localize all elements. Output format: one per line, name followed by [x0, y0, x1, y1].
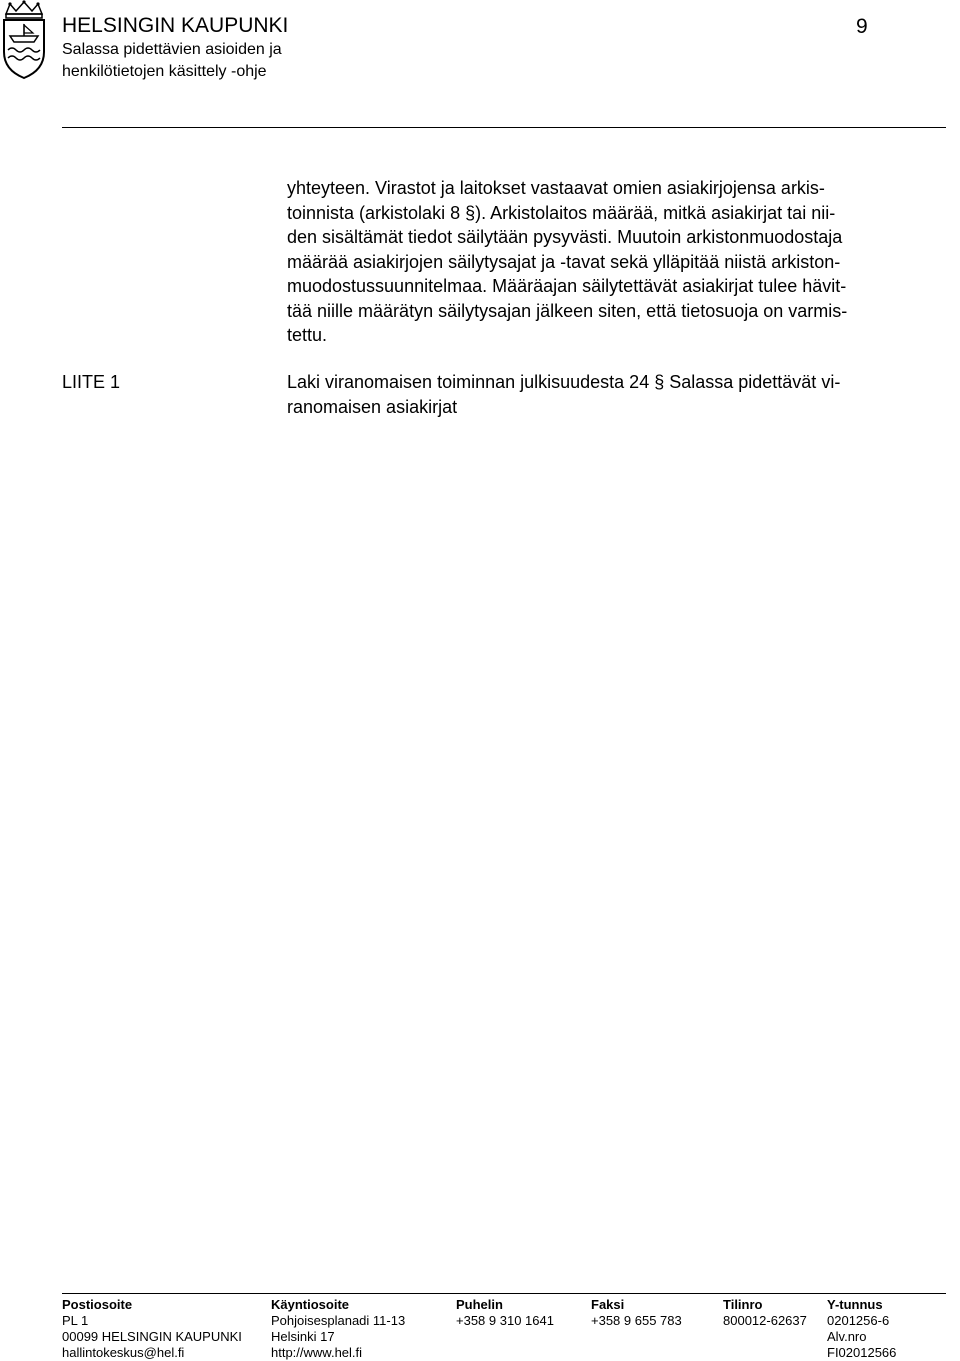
- footer-website-link[interactable]: http://www.hel.fi: [271, 1345, 363, 1360]
- appendix-title-line: ranomaisen asiakirjat: [287, 396, 458, 417]
- footer-heading: Postiosoite: [62, 1297, 133, 1312]
- body-line: yhteyteen. Virastot ja laitokset vastaavat omien asiakirjojensa arkis-: [287, 178, 825, 198]
- appendix-title-line: Laki viranomaisen toiminnan julkisuudesta 24 § Salassa pidettävät vi-: [287, 372, 841, 392]
- header-divider: [62, 127, 946, 128]
- footer-value: Alv.nro: [827, 1329, 867, 1344]
- footer-col-phone: [456, 1297, 554, 1329]
- footer-heading: Faksi: [591, 1297, 625, 1312]
- footer-col-account: [723, 1297, 807, 1329]
- footer-heading: Y-tunnus: [827, 1297, 883, 1312]
- footer-value: 800012-62637: [723, 1313, 807, 1328]
- body-line: den sisältämät tiedot säilytään pysyvästi. Muutoin arkistonmuodostaja: [287, 227, 843, 247]
- helsinki-crest-icon: [0, 0, 48, 80]
- footer-heading: Käyntiosoite: [271, 1297, 350, 1312]
- footer-value: Pohjoisesplanadi 11-13: [271, 1313, 406, 1328]
- org-name: HELSINGIN KAUPUNKI: [62, 14, 289, 37]
- footer-value: PL 1: [62, 1313, 89, 1328]
- doc-title-line-1: Salassa pidettävien asioiden ja: [62, 41, 282, 58]
- footer-value: +358 9 655 783: [591, 1313, 682, 1328]
- footer-value: +358 9 310 1641: [456, 1313, 554, 1328]
- footer-col-fax: [591, 1297, 682, 1329]
- body-paragraph: [287, 176, 947, 348]
- footer-divider: [62, 1293, 946, 1294]
- body-line: muodostussuunnitelmaa. Määräajan säilytettävät asiakirjat tulee hävit-: [287, 276, 847, 296]
- body-line: tää niille määrätyn säilytysajan jälkeen siten, että tietosuoja on varmis-: [287, 300, 848, 321]
- footer-value: 0201256-6: [827, 1313, 890, 1328]
- doc-title-line-2: henkilötietojen käsittely -ohje: [62, 63, 267, 80]
- appendix-title: [287, 370, 947, 419]
- footer-heading: Puhelin: [456, 1297, 503, 1312]
- footer-email[interactable]: hallintokeskus@hel.fi: [62, 1345, 185, 1360]
- body-line: määrää asiakirjojen säilytysajat ja -tavat sekä ylläpitää niistä arkiston-: [287, 251, 841, 272]
- page-number: 9: [856, 15, 868, 38]
- footer-heading: Tilinro: [723, 1297, 763, 1312]
- body-line: toinnista (arkistolaki 8 §). Arkistolaitos määrää, mitkä asiakirjat tai nii-: [287, 202, 836, 223]
- footer-value: Helsinki 17: [271, 1329, 335, 1344]
- doc-title: [62, 39, 282, 83]
- footer-value: 00099 HELSINGIN KAUPUNKI: [62, 1329, 242, 1344]
- footer-col-business-id: [827, 1297, 896, 1361]
- footer-col-visiting: [271, 1297, 405, 1361]
- appendix-label: LIITE 1: [62, 372, 121, 392]
- footer-col-postal: [62, 1297, 242, 1361]
- body-line: tettu.: [287, 325, 328, 345]
- footer-value: FI02012566: [827, 1345, 897, 1360]
